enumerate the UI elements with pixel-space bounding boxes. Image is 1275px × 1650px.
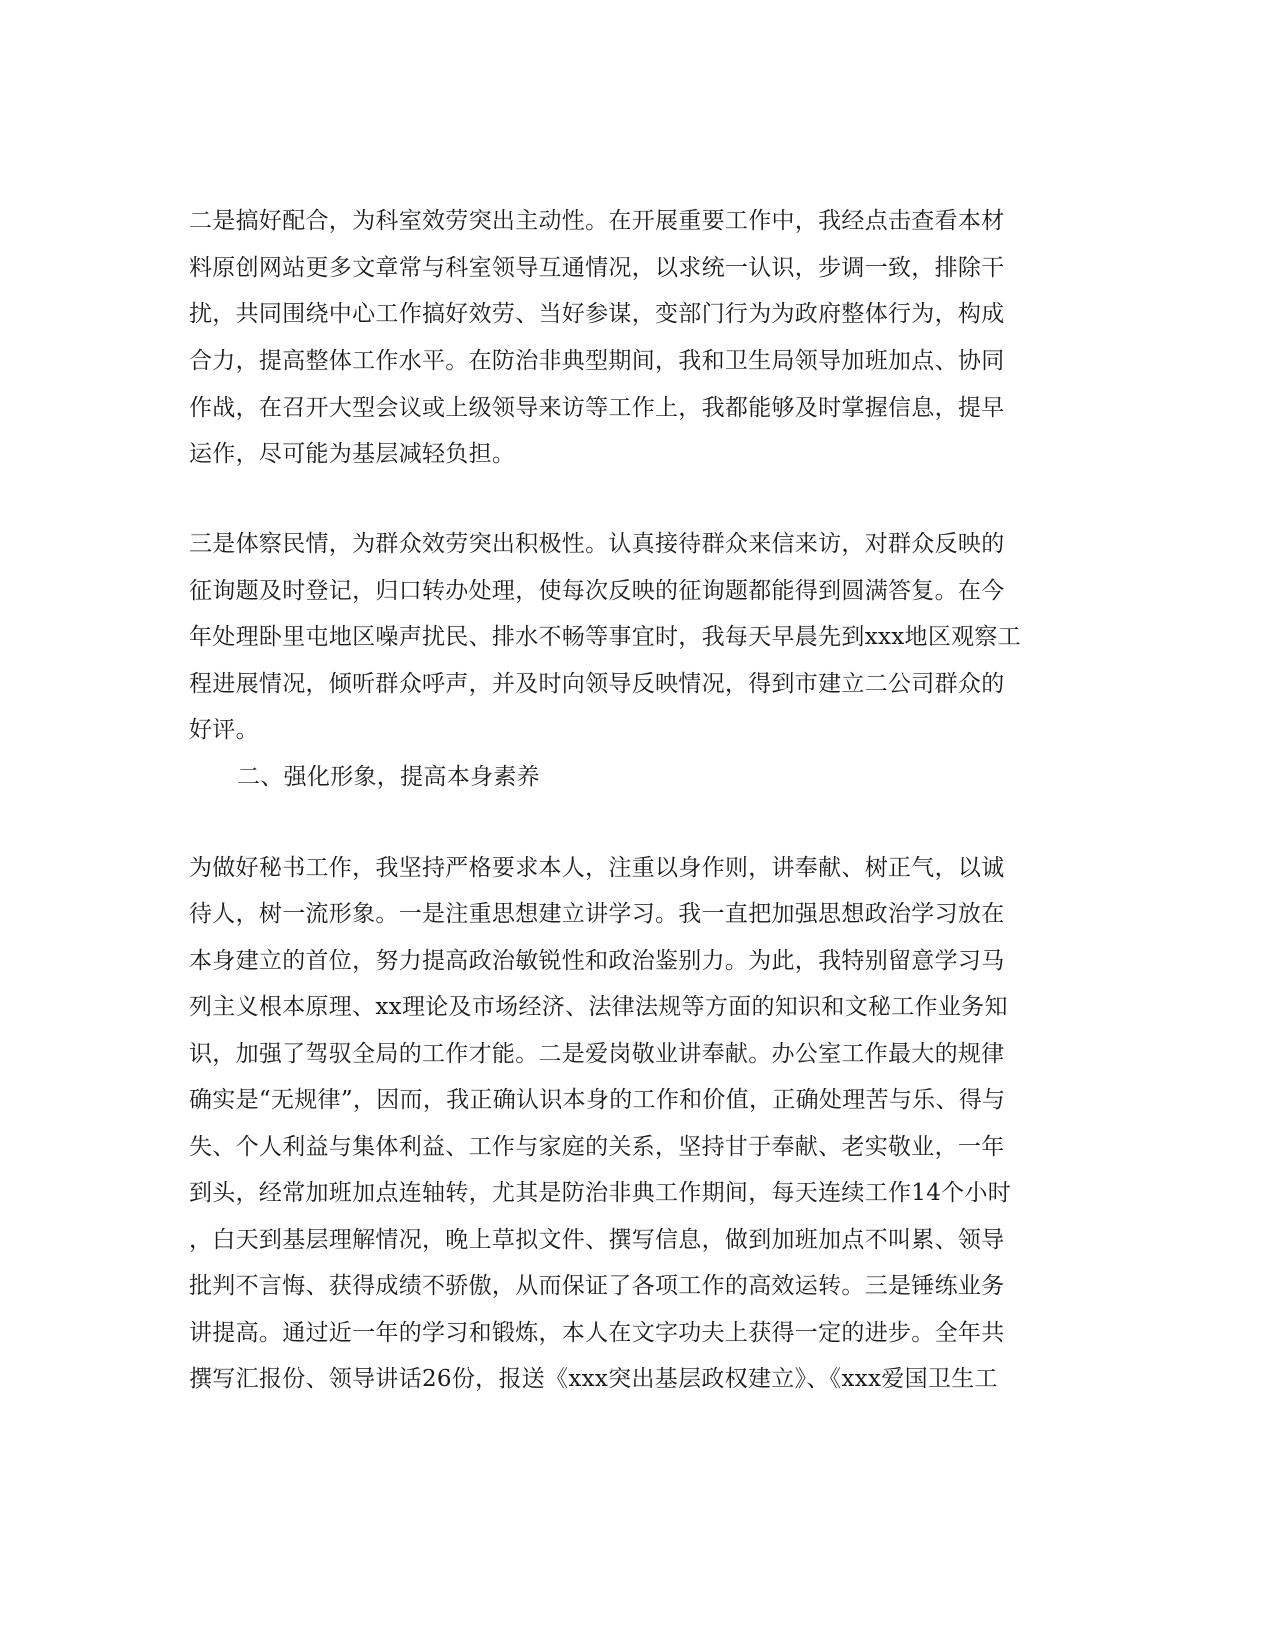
paragraph-line: 征询题及时登记，归口转办处理，使每次反映的征询题都能得到圆满答复。在今 [189, 578, 1005, 604]
paragraph-line: 年处理卧里屯地区噪声扰民、排水不畅等事宜时，我每天早晨先到xxx地区观察工 [189, 624, 1022, 650]
paragraph-line: 三是体察民情，为群众效劳突出积极性。认真接待群众来信来访，对群众反映的 [189, 531, 1005, 557]
paragraph-line: 作战，在召开大型会议或上级领导来访等工作上，我都能够及时掌握信息，提早 [189, 395, 1005, 421]
paragraph-line: 合力，提高整体工作水平。在防治非典型期间，我和卫生局领导加班加点、协同 [189, 348, 1005, 374]
paragraph-line: 料原创网站更多文章常与科室领导互通情况，以求统一认识，步调一致，排除干 [189, 255, 1005, 281]
paragraph-line: 失、个人利益与集体利益、工作与家庭的关系，坚持甘于奉献、老实敬业，一年 [189, 1134, 1005, 1160]
paragraph-line: 撰写汇报份、领导讲话26份，报送《xxx突出基层政权建立》、《xxx爱国卫生工 [189, 1366, 998, 1392]
paragraph-line: 确实是“无规律”，因而，我正确认识本身的工作和价值，正确处理苦与乐、得与 [189, 1087, 1006, 1113]
paragraph-line: 列主义根本原理、xx理论及市场经济、法律法规等方面的知识和文秘工作业务知 [189, 994, 1008, 1020]
paragraph-line: 识，加强了驾驭全局的工作才能。二是爱岗敬业讲奉献。办公室工作最大的规律 [189, 1041, 1005, 1067]
paragraph-line: 待人，树一流形象。一是注重思想建立讲学习。我一直把加强思想政治学习放在 [189, 901, 1005, 927]
paragraph-line: 到头，经常加班加点连轴转，尤其是防治非典工作期间，每天连续工作14个小时 [189, 1180, 1012, 1206]
paragraph-line: 讲提高。通过近一年的学习和锻炼，本人在文字功夫上获得一定的进步。全年共 [189, 1320, 1005, 1346]
paragraph-line: 为做好秘书工作，我坚持严格要求本人，注重以身作则，讲奉献、树正气，以诚 [189, 855, 1005, 881]
section-heading: 二、强化形象，提高本身素养 [237, 764, 540, 790]
paragraph-line: 本身建立的首位，努力提高政治敏锐性和政治鉴别力。为此，我特别留意学习马 [189, 948, 1005, 974]
paragraph-line: ，白天到基层理解情况，晚上草拟文件、撰写信息，做到加班加点不叫累、领导 [189, 1227, 1005, 1253]
paragraph-line: 扰，共同围绕中心工作搞好效劳、当好参谋，变部门行为为政府整体行为，构成 [189, 301, 1005, 327]
paragraph-line: 程进展情况，倾听群众呼声，并及时向领导反映情况，得到市建立二公司群众的 [189, 671, 1005, 697]
paragraph-line: 运作，尽可能为基层减轻负担。 [189, 441, 516, 467]
paragraph-line: 好评。 [189, 717, 259, 743]
paragraph-line: 二是搞好配合，为科室效劳突出主动性。在开展重要工作中，我经点击查看本材 [189, 208, 1005, 234]
paragraph-line: 批判不言悔、获得成绩不骄傲，从而保证了各项工作的高效运转。三是锤练业务 [189, 1273, 1005, 1299]
